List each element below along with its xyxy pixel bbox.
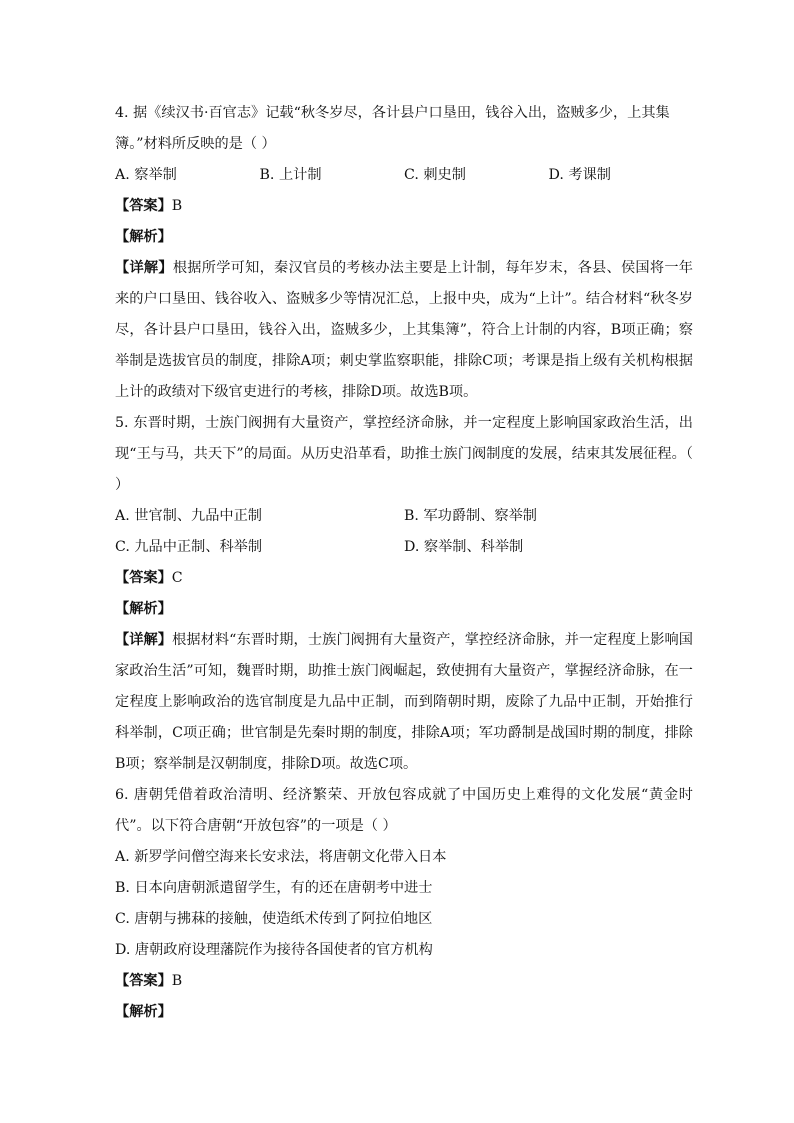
q6-option-c: C. 唐朝与拂菻的接触，使造纸术传到了阿拉伯地区	[115, 911, 433, 927]
document-page	[115, 98, 693, 1028]
q4-answer	[115, 191, 693, 222]
q6-analysis-label: 【解析】	[115, 1004, 172, 1020]
q4-stem-line1: 4. 据《续汉书·百官志》记载“秋冬岁尽，各计县户口垦田，钱谷入出，盗贼多少，上其集	[115, 105, 670, 121]
q6-option-d: D. 唐朝政府设理藩院作为接待各国使者的官方机构	[115, 942, 433, 958]
q5-detail-text: 根据材料“东晋时期，士族门阀拥有大量资产，掌控经济命脉，并一定程度上影响国家政治生活”可知，魏晋时期，助推士族门阀崛起，致使拥有大量资产，掌握经济命脉，在一定程度上影响政治的选官制度是九品中正制，而到隋朝时期，废除了九品中正制，开始推行科举制，C项正确；世官制是先秦时期的制度，排除A项；军功爵制是战国时期的制度，排除B项；察举制是汉朝制度，排除D项。故选C项。	[115, 632, 693, 772]
q5-analysis-label: 【解析】	[115, 601, 172, 617]
q5-option-a: A. 世官制、九品中正制	[115, 508, 262, 524]
q6-option-a: A. 新罗学问僧空海来长安求法，将唐朝文化带入日本	[115, 849, 447, 865]
q4-stem-line2: 簿。”材料所反映的是（ ）	[115, 136, 276, 152]
q4-detail-text: 根据所学可知，秦汉官员的考核办法主要是上计制，每年岁末，各县、侯国将一年来的户口垦田、钱谷收入、盗贼多少等情况汇总，上报中央，成为“上计”。结合材料“秋冬岁尽，各计县户口垦田，钱谷入出，盗贼多少，上其集簿”，符合上计制的内容，B项正确；察举制是选拔官员的制度，排除A项；刺史掌监察职能，排除C项；考课是指上级有关机构根据上计的政绩对下级官吏进行的考核，排除D项。故选B项。	[115, 260, 693, 400]
q4-option-a: A. 察举制	[115, 167, 177, 183]
q4-detail-label: 【详解】	[115, 260, 173, 276]
q4-analysis-label: 【解析】	[115, 229, 172, 245]
q5-option-c: C. 九品中正制、科举制	[115, 539, 263, 555]
q5-options-row2	[115, 532, 693, 563]
q5-option-d: D. 察举制、科举制	[404, 539, 524, 555]
q4-option-b: B. 上计制	[259, 167, 322, 183]
q4-option-c: C. 刺史制	[404, 167, 466, 183]
q4-detail	[115, 253, 693, 408]
q6-answer-value: B	[171, 973, 183, 989]
q5-detail-label: 【详解】	[115, 632, 173, 648]
q6-stem: 6. 唐朝凭借着政治清明、经济繁荣、开放包容成就了中国历史上难得的文化发展“黄金时代”。以下符合唐朝“开放包容”的一项是（ ）	[115, 787, 693, 834]
q4-answer-value: B	[171, 198, 183, 214]
q5-option-b: B. 军功爵制、察举制	[404, 508, 537, 524]
q4-option-d: D. 考课制	[548, 167, 611, 183]
q4-options	[115, 160, 693, 191]
q6-answer-label: 【答案】	[115, 973, 172, 989]
q4-answer-label: 【答案】	[115, 198, 172, 214]
q6-option-b: B. 日本向唐朝派遣留学生，有的还在唐朝考中进士	[115, 880, 433, 896]
q5-detail	[115, 625, 693, 780]
q5-answer-label: 【答案】	[115, 570, 172, 586]
q5-answer	[115, 563, 693, 594]
q5-answer-value: C	[171, 570, 183, 586]
q6-answer	[115, 966, 693, 997]
q5-stem: 5. 东晋时期，士族门阀拥有大量资产，掌控经济命脉，并一定程度上影响国家政治生活，出现“王与马，共天下”的局面。从历史沿革看，助推士族门阀制度的发展，结束其发展征程。（ ）	[115, 415, 693, 493]
q5-options-row1	[115, 501, 693, 532]
